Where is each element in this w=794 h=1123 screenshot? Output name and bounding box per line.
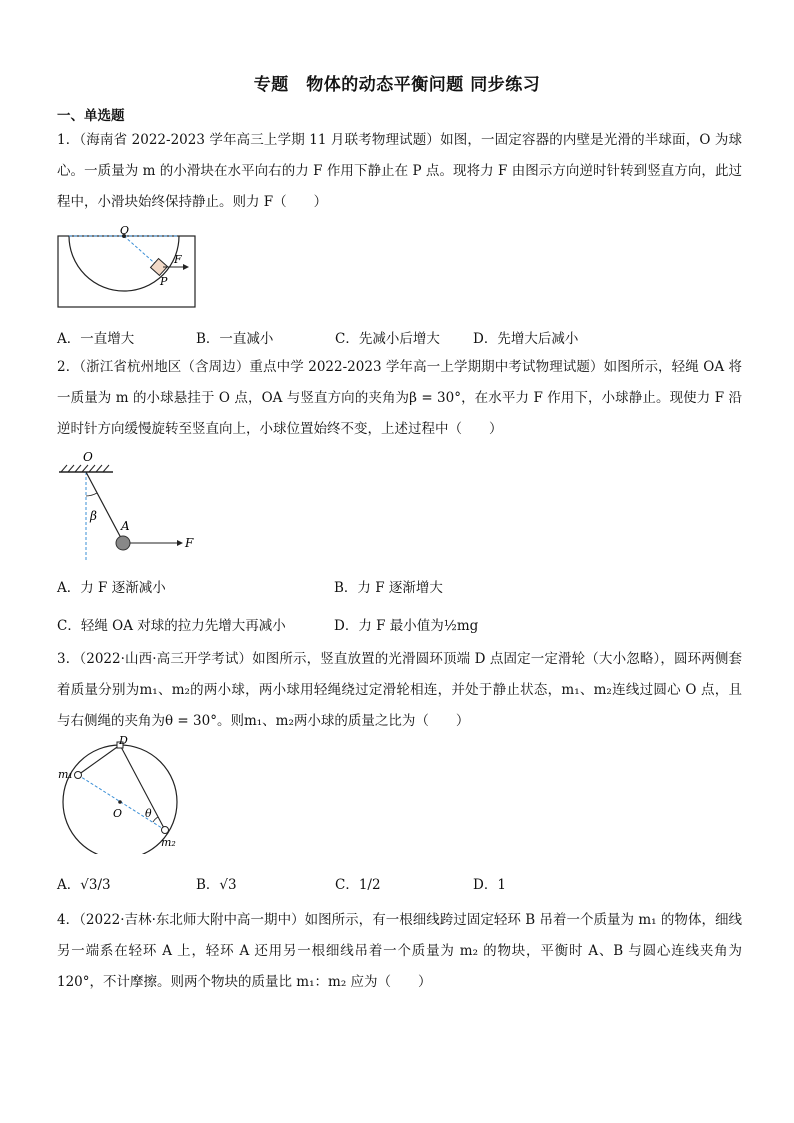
label-m2: m₂ xyxy=(161,836,176,849)
question-2-figure xyxy=(57,450,207,560)
question-2-text: 2．（浙江省杭州地区（含周边）重点中学 2022-2023 学年高一上学期期中考试物理试题）如图所示，轻绳 OA 将一质量为 m 的小球悬挂于 O 点，OA 与竖直方向的夹角为β = 30°，在水平力 F 作用下，小球静止。现使力 F 沿逆时针方向缓慢旋转至竖直向上，小球位置始终不变，上述过程中（ ） xyxy=(57,359,742,437)
label-f: F xyxy=(174,253,182,266)
option-d[interactable]: D．先增大后减小 xyxy=(473,331,579,347)
question-1-options xyxy=(57,327,742,349)
option-d[interactable]: D．1 xyxy=(473,877,506,893)
label-theta: θ xyxy=(145,807,152,820)
label-o: O xyxy=(120,226,130,237)
option-c[interactable]: C．先减小后增大 xyxy=(335,331,440,347)
option-a[interactable]: A．√3/3 xyxy=(57,877,111,893)
question-2-options-row-2 xyxy=(57,614,742,636)
question-3-text: 3．（2022·山西·高三开学考试）如图所示，竖直放置的光滑圆环顶端 D 点固定一定滑轮（大小忽略），圆环两侧套着质量分别为m₁、m₂的两小球，两小球用轻绳绕过定滑轮相连，并处于静止状态，m₁、m₂连线过圆心 O 点，且与右侧绳的夹角为θ = 30°。则m₁、m₂两小球的质量之比为（ ） xyxy=(57,651,742,729)
question-2-options-row-1 xyxy=(57,576,742,598)
question-1-text: 1．（海南省 2022-2023 学年高三上学期 11 月联考物理试题）如图，一固定容器的内壁是光滑的半球面，O 为球心。一质量为 m 的小滑块在水平向右的力 F 作用下静止在 P 点。现将力 F 由图示方向逆时针转到竖直方向，此过程中，小滑块始终保持静止。则力 F（ ） xyxy=(57,132,742,210)
option-b[interactable]: B．一直减小 xyxy=(196,331,274,347)
question-3-options xyxy=(57,873,742,895)
question-1-figure xyxy=(57,226,197,310)
label-a: A xyxy=(121,519,130,533)
option-b[interactable]: B．力 F 逐渐增大 xyxy=(334,580,443,596)
option-a[interactable]: A．力 F 逐渐减小 xyxy=(57,580,166,596)
label-f: F xyxy=(185,536,194,550)
label-o: O xyxy=(83,450,93,464)
option-b[interactable]: B．√3 xyxy=(196,877,237,893)
option-c[interactable]: C．1/2 xyxy=(335,877,381,893)
question-3-figure xyxy=(57,734,187,854)
label-m1: m₁ xyxy=(58,768,73,781)
question-4-text: 4．（2022·吉林·东北师大附中高一期中）如图所示，有一根细线跨过固定轻环 B 吊着一个质量为 m₁ 的物体，细线另一端系在轻环 A 上，轻环 A 还用另一根细线吊着一个质量为 m₂ 的物块，平衡时 A、B 与圆心连线夹角为 120°，不计摩擦。则两个物块的质量比 m₁：m₂ 应为（ ） xyxy=(57,912,742,990)
label-o: O xyxy=(113,807,123,820)
label-d: D xyxy=(119,734,128,747)
page-title: 专题 物体的动态平衡问题 同步练习 xyxy=(253,75,541,95)
option-c[interactable]: C．轻绳 OA 对球的拉力先增大再减小 xyxy=(57,618,286,634)
option-a[interactable]: A．一直增大 xyxy=(57,331,135,347)
section-heading: 一、单选题 xyxy=(57,108,125,124)
option-d[interactable]: D．力 F 最小值为½mg xyxy=(334,618,479,634)
label-beta: β xyxy=(90,509,97,523)
label-p: P xyxy=(160,275,168,288)
